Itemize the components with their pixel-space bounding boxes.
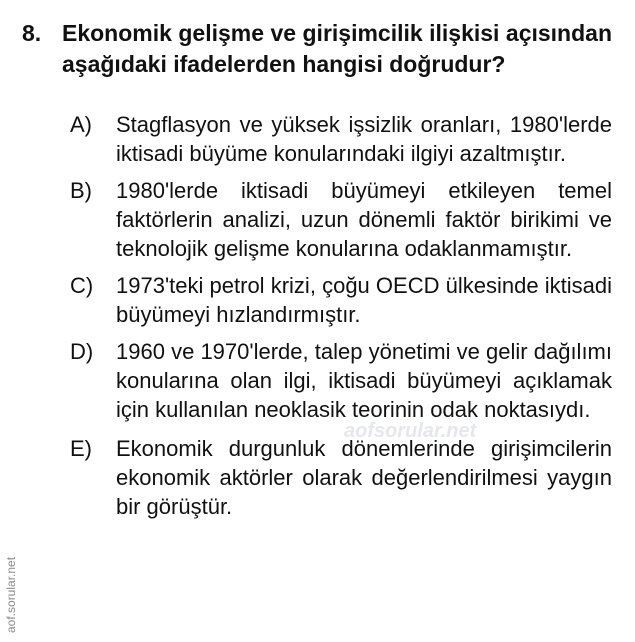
question-block	[22, 18, 612, 529]
option-c	[70, 271, 612, 329]
option-b-letter: B)	[70, 178, 92, 203]
option-d-letter: D)	[70, 339, 94, 364]
watermark-side: aof.sorular.net	[4, 556, 18, 633]
option-a	[70, 110, 612, 168]
option-e-text: Ekonomik durgunluk dönemlerinde girişimcilerin ekonomik aktörler olarak değerlendirilmesi yaygın bir görüştür.	[116, 436, 612, 519]
question-stem: Ekonomik gelişme ve girişimcilik ilişkisi açısından aşağıdaki ifadelerden hangisi doğrudur?	[62, 20, 612, 77]
option-c-letter: C)	[70, 273, 94, 298]
option-a-letter: A)	[70, 112, 92, 137]
option-c-text: 1973'teki petrol krizi, çoğu OECD ülkesinde iktisadi büyümeyi hızlandırmıştır.	[116, 273, 612, 327]
answer-options	[22, 110, 612, 521]
option-b-text: 1980'lerde iktisadi büyümeyi etkileyen temel faktörlerin analizi, uzun dönemli faktör birikimi ve teknolojik gelişme konularına odaklanmamıştır.	[116, 178, 612, 261]
question-header	[22, 18, 612, 80]
watermark-center: aofsorular.net	[344, 420, 477, 442]
question-number: 8.	[22, 20, 42, 46]
option-b	[70, 176, 612, 263]
option-e-letter: E)	[70, 436, 92, 461]
option-d-text: 1960 ve 1970'lerde, talep yönetimi ve gelir dağılımı konularına olan ilgi, iktisadi büyümeyi açıklamak için kullanılan neoklasik teorinin odak noktasıydı.	[116, 339, 612, 422]
option-a-text: Stagflasyon ve yüksek işsizlik oranları, 1980'lerde iktisadi büyüme konularındaki ilgiyi azaltmıştır.	[116, 112, 612, 166]
option-d	[70, 337, 612, 424]
option-e	[70, 434, 612, 521]
